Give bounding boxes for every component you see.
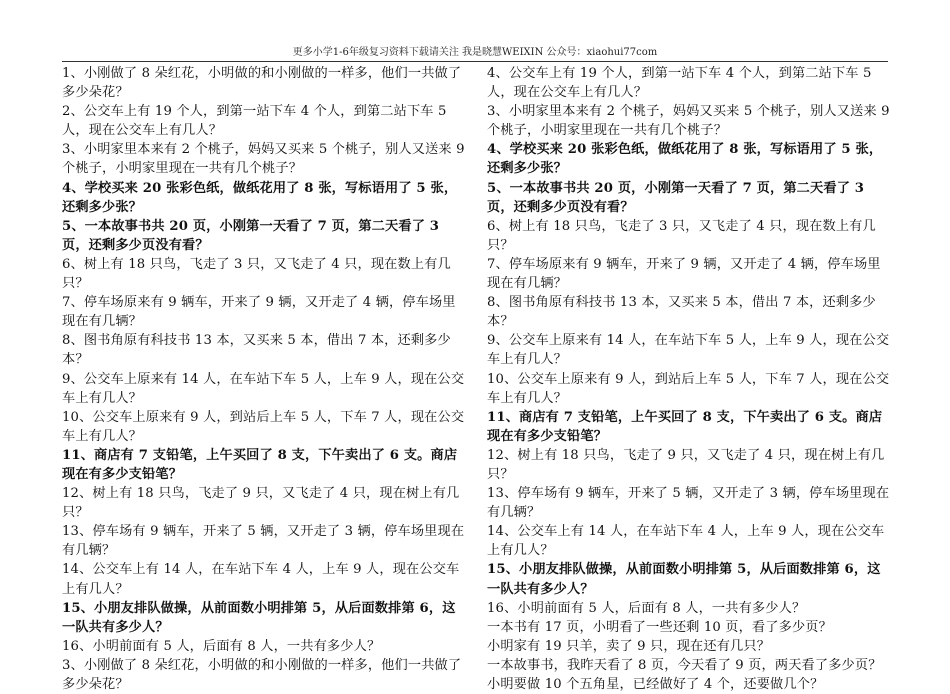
question-item: 3、小刚做了 8 朵红花，小明做的和小刚做的一样多，他们一共做了多少朵花？ (62, 657, 462, 692)
left-column (62, 64, 467, 694)
question-item: 9、公交车上原来有 14 人，在车站下车 5 人，上车 9 人，现在公交车上有几人？ (62, 371, 465, 406)
question-item: 13、停车场有 9 辆车，开来了 5 辆，又开走了 3 辆，停车场里现在有几辆？ (62, 524, 465, 559)
question-item: 12、树上有 18 只鸟，飞走了 9 只，又飞走了 4 只，现在树上有几只？ (62, 486, 460, 521)
question-item: 3、小明家里本来有 2 个桃子，妈妈又买来 5 个桃子，别人又送来 9 个桃子，小明家里现在一共有几个桃子？ (487, 104, 890, 139)
page-header: 更多小学1-6年级复习资料下载请关注 我是晓慧WEIXIN 公众号：xiaohui77com (292, 47, 658, 58)
question-item: 2、公交车上有 19 个人，到第一站下车 4 个人，到第二站下车 5 人，现在公交车上有几人？ (62, 104, 447, 139)
question-item: 6、树上有 18 只鸟，飞走了 3 只，又飞走了 4 只，现在数上有几只？ (62, 256, 451, 292)
question-item: 小明家有 19 只羊，卖了 9 只，现在还有几只？ (487, 638, 771, 654)
question-item: 7、停车场原来有 9 辆车，开来了 9 辆，又开走了 4 辆，停车场里现在有几辆？ (487, 256, 881, 292)
question-item: 10、公交车上原来有 9 人，到站后上车 5 人，下车 7 人，现在公交车上有几人？ (62, 409, 465, 444)
question-item: 4、学校买来 20 张彩色纸，做纸花用了 8 张，写标语用了 5 张，还剩多少张？ (487, 142, 883, 177)
question-item: 3、小明家里本来有 2 个桃子，妈妈又买来 5 个桃子，别人又送来 9 个桃子，小明家里现在一共有几个桃子？ (62, 142, 465, 177)
question-item: 6、树上有 18 只鸟，飞走了 3 只，又飞走了 4 只，现在数上有几只？ (487, 218, 876, 253)
question-item: 5、一本故事书共 20 页，小刚第一天看了 7 页，第二天看了 3 页，还剩多少页没有看？ (62, 218, 440, 253)
question-item: 16、小明前面有 5 人，后面有 8 人，一共有多少人？ (62, 638, 381, 654)
question-item: 15、小朋友排队做操，从前面数小明排第 5，从后面数排第 6，这一队共有多少人？ (487, 562, 881, 597)
question-item: 5、一本故事书共 20 页，小刚第一天看了 7 页，第二天看了 3 页，还剩多少页没有看？ (487, 180, 865, 215)
question-item: 8、图书角原有科技书 13 本，又买来 5 本，借出 7 本，还剩多少本？ (487, 295, 876, 330)
question-item: 7、停车场原来有 9 辆车，开来了 9 辆，又开走了 4 辆，停车场里现在有几辆？ (62, 295, 456, 330)
question-item: 小明要做 10 个五角星，已经做好了 4 个，还要做几个？ (487, 677, 824, 692)
question-item: 一本书有 17 页，小明看了一些还剩 10 页，看了多少页？ (487, 619, 832, 635)
question-item: 15、小朋友排队做操，从前面数小明排第 5，从后面数排第 6，这一队共有多少人？ (62, 600, 456, 635)
question-item: 11、商店有 7 支铅笔，上午买回了 8 支，下午卖出了 6 支。商店现在有多少支铅笔？ (62, 447, 458, 482)
right-column (487, 64, 892, 694)
question-item: 11、商店有 7 支铅笔，上午买回了 8 支，下午卖出了 6 支。商店现在有多少支铅笔？ (487, 409, 883, 444)
question-item: 1、小刚做了 8 朵红花，小明做的和小刚做的一样多，他们一共做了多少朵花？ (62, 66, 462, 101)
question-item: 10、公交车上原来有 9 人，到站后上车 5 人，下车 7 人，现在公交车上有几人？ (487, 371, 890, 406)
question-item: 16、小明前面有 5 人，后面有 8 人，一共有多少人？ (487, 600, 806, 616)
question-item: 一本故事书，我昨天看了 8 页，今天看了 9 页，两天看了多少页？ (487, 657, 882, 673)
question-item: 4、学校买来 20 张彩色纸，做纸花用了 8 张，写标语用了 5 张，还剩多少张？ (62, 180, 458, 215)
question-item: 12、树上有 18 只鸟，飞走了 9 只，又飞走了 4 只，现在树上有几只？ (487, 447, 885, 482)
question-item: 4、公交车上有 19 个人，到第一站下车 4 个人，到第二站下车 5 人，现在公交车上有几人？ (487, 66, 872, 101)
header-divider (62, 61, 888, 62)
question-item: 9、公交车上原来有 14 人，在车站下车 5 人，上车 9 人，现在公交车上有几人？ (487, 333, 890, 368)
question-item: 14、公交车上有 14 人，在车站下车 4 人，上车 9 人，现在公交车上有几人？ (62, 562, 460, 597)
question-item: 8、图书角原有科技书 13 本，又买来 5 本，借出 7 本，还剩多少本？ (62, 333, 451, 368)
question-item: 14、公交车上有 14 人，在车站下车 4 人，上车 9 人，现在公交车上有几人？ (487, 524, 885, 559)
question-item: 13、停车场有 9 辆车，开来了 5 辆，又开走了 3 辆，停车场里现在有几辆？ (487, 486, 890, 521)
